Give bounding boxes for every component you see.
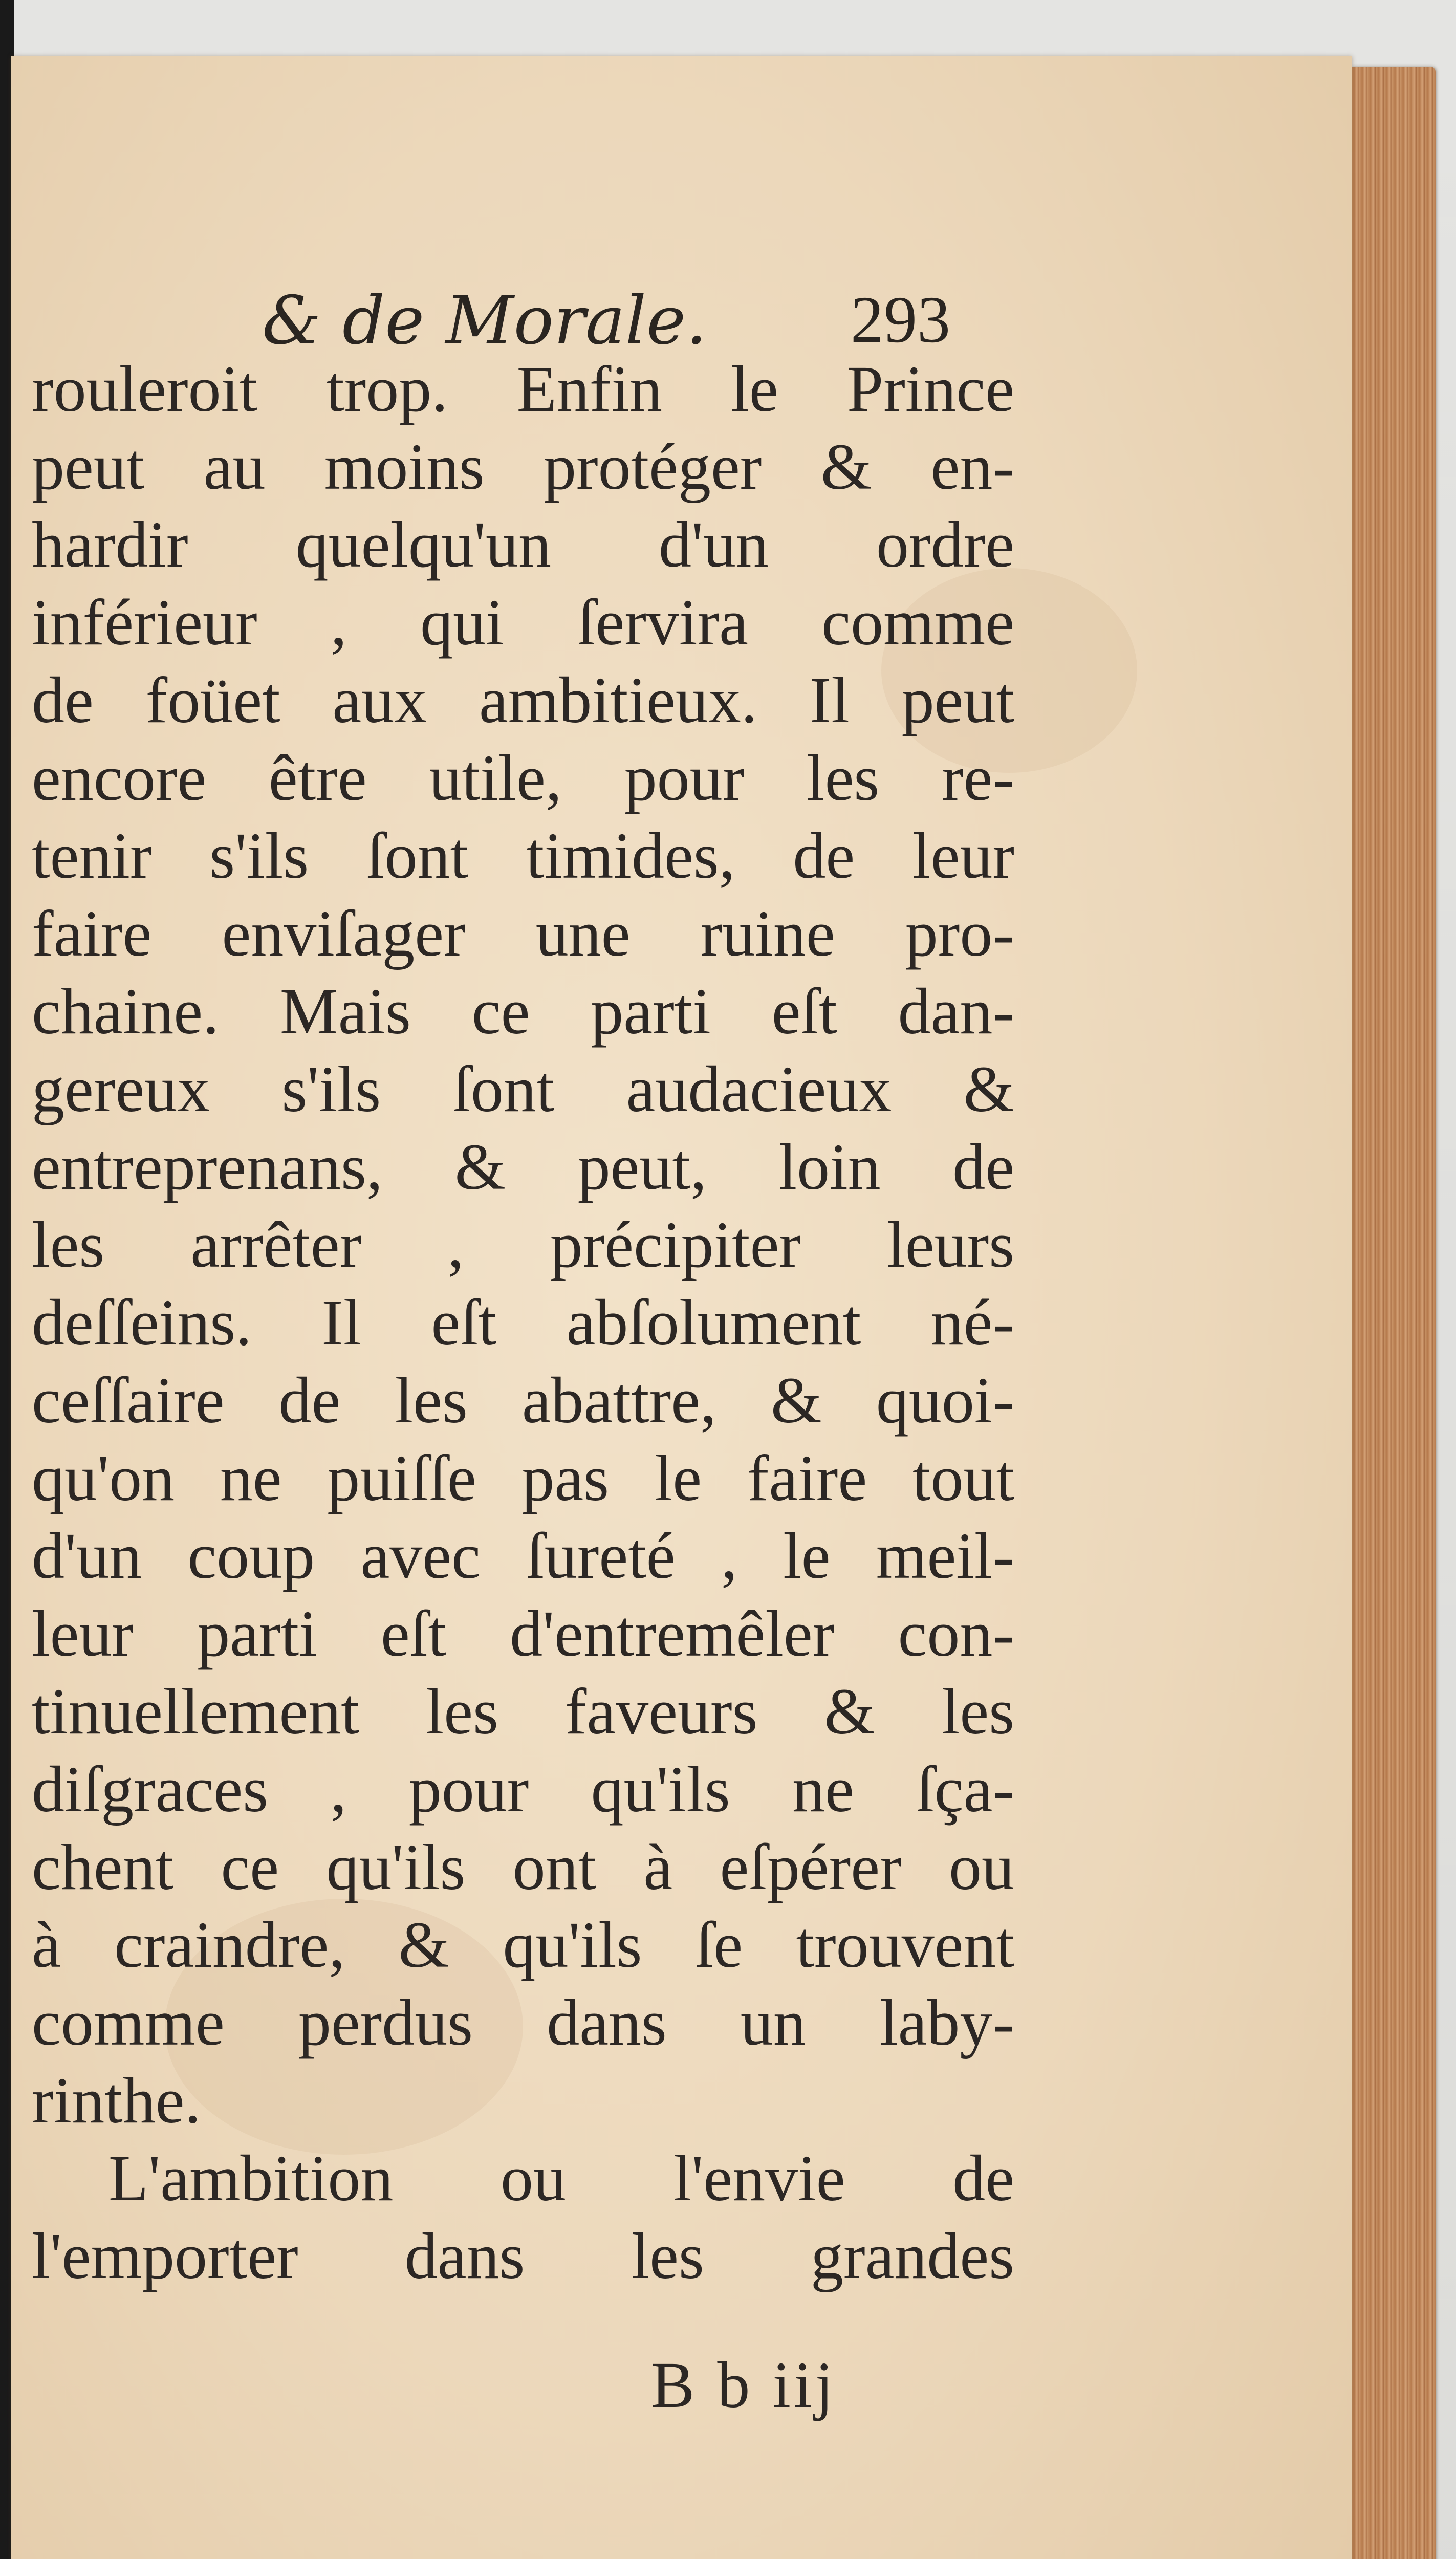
- text-line: rinthe.: [32, 2064, 201, 2137]
- text-line: comme perdus dans un laby-: [32, 1986, 1014, 2059]
- text-line: encore être utile, pour les re-: [32, 742, 1014, 814]
- book-page: [11, 56, 1352, 2559]
- text-line: faire enviſager une ruine pro-: [32, 897, 1014, 970]
- text-line: chaine. Mais ce parti eſt dan-: [32, 975, 1014, 1048]
- signature-mark: B b iij: [651, 2349, 837, 2421]
- text-line: peut au moins protéger & en-: [32, 430, 1014, 503]
- text-line: les arrêter , précipiter leurs: [32, 1208, 1014, 1281]
- text-line: gereux s'ils ſont audacieux &: [32, 1053, 1014, 1125]
- text-line: inférieur , qui ſervira comme: [32, 586, 1014, 659]
- text-line: rouleroit trop. Enfin le Prince: [32, 353, 1014, 425]
- text-line: diſgraces , pour qu'ils ne ſça-: [32, 1753, 1014, 1826]
- text-line: deſſeins. Il eſt abſolument né-: [32, 1286, 1014, 1359]
- page-edges: [1351, 67, 1436, 2559]
- text-line: l'emporter dans les grandes: [32, 2220, 1014, 2292]
- text-line: tinuellement les faveurs & les: [32, 1675, 1014, 1748]
- text-line: hardir quelqu'un d'un ordre: [32, 508, 1014, 581]
- text-line: qu'on ne puiſſe pas le faire tout: [32, 1442, 1014, 1514]
- text-line: chent ce qu'ils ont à eſpérer ou: [32, 1831, 1014, 1903]
- text-line: d'un coup avec ſureté , le meil-: [32, 1520, 1014, 1592]
- running-head-title: & de Morale.: [262, 281, 707, 359]
- text-line: tenir s'ils ſont timides, de leur: [32, 819, 1014, 892]
- text-line: à craindre, & qu'ils ſe trouvent: [32, 1909, 1014, 1981]
- text-line: leur parti eſt d'entremêler con-: [32, 1597, 1014, 1670]
- text-line: ceſſaire de les abattre, & quoi-: [32, 1364, 1014, 1437]
- page-number: 293: [851, 283, 950, 357]
- text-line: entreprenans, & peut, loin de: [32, 1131, 1014, 1203]
- text-line: L'ambition ou l'envie de: [108, 2142, 1014, 2215]
- text-line: de foüet aux ambitieux. Il peut: [32, 664, 1014, 736]
